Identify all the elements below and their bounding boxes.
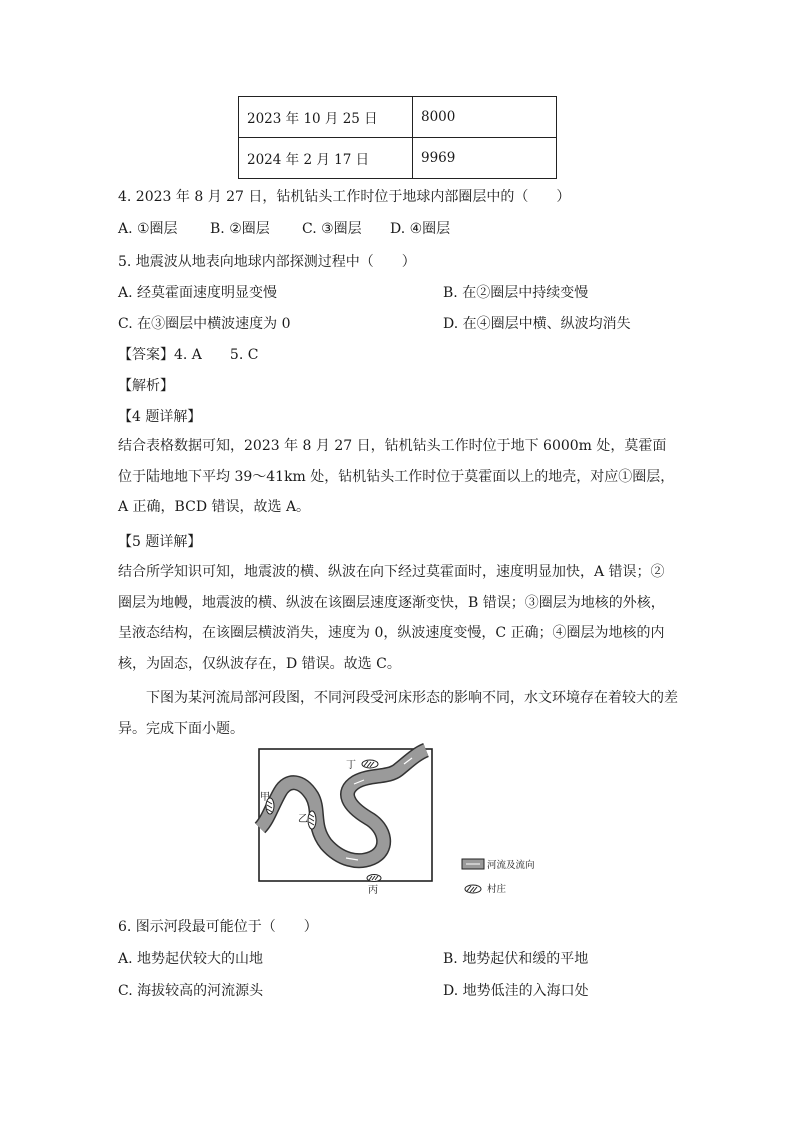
question-5-option-d: D. 在④圈层中横、纵波均消失 (443, 316, 631, 332)
question-6-option-c: C. 海拔较高的河流源头 (118, 983, 264, 999)
village-ding-icon (362, 760, 378, 768)
legend-village (465, 883, 507, 895)
legend-river-label: 河流及流向 (487, 860, 535, 871)
question-5-option-c: C. 在③圈层中横波速度为 0 (118, 316, 291, 332)
question-4-option-c: C. ③圈层 (302, 221, 362, 237)
table-cell-date: 2023 年 10 月 25 日 (239, 97, 413, 138)
answer-line: 【答案】4. A 5. C (118, 347, 259, 363)
question-6-option-a: A. 地势起伏较大的山地 (118, 951, 264, 967)
label-yi: 乙 (298, 814, 308, 825)
question-4-option-a: A. ①圈层 (118, 221, 178, 237)
analysis-heading: 【解析】 (118, 378, 174, 394)
label-jia: 甲 (260, 792, 270, 803)
question-5-stem: 5. 地震波从地表向地球内部探测过程中（ ） (118, 254, 416, 270)
question-5-option-b: B. 在②圈层中持续变慢 (443, 285, 589, 301)
label-ding: 丁 (346, 760, 356, 771)
question-4-option-d: D. ④圈层 (390, 221, 451, 237)
q4-detail-heading: 【4 题详解】 (118, 409, 202, 425)
label-bing: 丙 (368, 885, 378, 896)
q5-detail-text: 结合所学知识可知，地震波的横、纵波在向下经过莫霍面时，速度明显加快，A 错误；②圈层为地幔，地震波的横、纵波在该圈层速度逐渐变快，B 错误；③圈层为地核的外核，呈液态结构，在该圈层横波消失，速度为 0，纵波速度变慢，C 正确；④圈层为地核的内核，为固态，仅纵波存在，D 错误。故选 C。 (118, 564, 665, 672)
table-cell-date: 2024 年 2 月 17 日 (239, 138, 413, 179)
table-cell-depth: 8000 (413, 97, 557, 138)
question-6-stem: 6. 图示河段最可能位于（ ） (118, 919, 318, 935)
depth-table (238, 96, 557, 179)
question-5-option-a: A. 经莫霍面速度明显变慢 (118, 285, 278, 301)
village-bing-icon (367, 875, 381, 882)
table-cell-depth: 9969 (413, 138, 557, 179)
village-yi-icon (308, 811, 316, 829)
q4-detail-text: 结合表格数据可知，2023 年 8 月 27 日，钻机钻头工作时位于地下 6000m 处，莫霍面位于陆地地下平均 39～41km 处，钻机钻头工作时位于莫霍面以上的地壳，对应①圈层，A 正确，BCD 错误，故选 A。 (118, 438, 675, 515)
question-6-option-d: D. 地势低洼的入海口处 (443, 983, 589, 999)
table-row (239, 97, 557, 138)
table-row (239, 138, 557, 179)
legend-river (462, 859, 535, 871)
question-6-option-b: B. 地势起伏和缓的平地 (443, 951, 589, 967)
question-4-stem: 4. 2023 年 8 月 27 日，钻机钻头工作时位于地球内部圈层中的（ ） (118, 189, 571, 205)
river-map-figure (258, 748, 548, 896)
intro-paragraph: 下图为某河流局部河段图，不同河段受河床形态的影响不同，水文环境存在着较大的差异。完成下面小题。 (118, 690, 678, 737)
question-4-option-b: B. ②圈层 (210, 221, 270, 237)
q5-detail-heading: 【5 题详解】 (118, 534, 202, 550)
legend-village-label: 村庄 (487, 884, 507, 895)
